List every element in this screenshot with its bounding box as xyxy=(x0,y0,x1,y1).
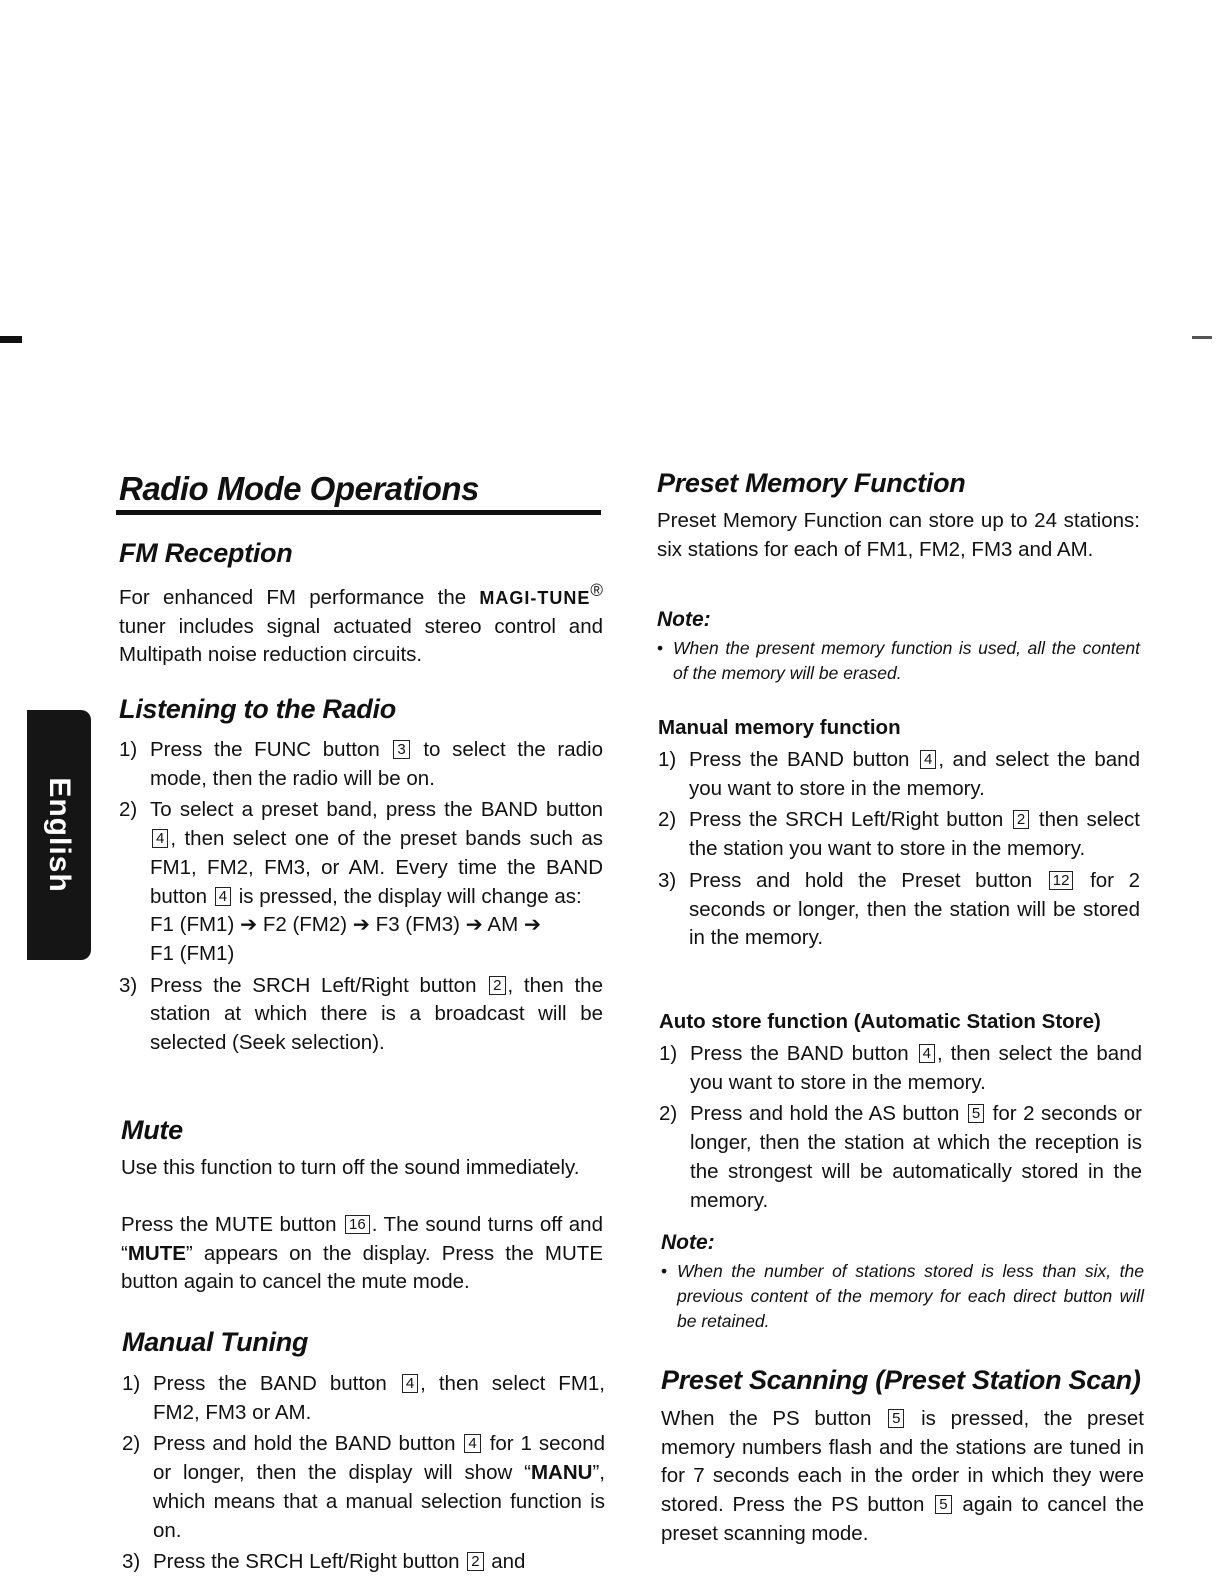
preset-scanning-heading: Preset Scanning (Preset Station Scan) xyxy=(661,1365,1141,1395)
preset-scanning-text xyxy=(661,1405,1144,1549)
step-number: 3) xyxy=(658,868,677,892)
list-item xyxy=(122,1370,605,1427)
band-sequence: F1 (FM1) ➔ F2 (FM2) ➔ F3 (FM3) ➔ AM ➔ xyxy=(150,913,542,937)
step-text: to select the radio mode, then the radio will be on. xyxy=(150,738,603,790)
fm-reception-text xyxy=(119,577,603,670)
step-text: Press and hold the BAND button xyxy=(153,1432,463,1456)
button-ref-16: 16 xyxy=(345,1215,370,1234)
button-ref-4: 4 xyxy=(152,829,168,848)
listening-heading: Listening to the Radio xyxy=(119,694,396,724)
preset-memory-text: Preset Memory Function can store up to 24 stations: six stations for each of FM1, FM2, FM3 and AM. xyxy=(657,509,1140,561)
mute-display-word: MUTE xyxy=(127,1241,186,1265)
button-ref-4: 4 xyxy=(920,750,936,769)
band-sequence-end: F1 (FM1) xyxy=(150,941,235,965)
fm-text-after: tuner includes signal actuated stereo control and Multipath noise reduction circuits. xyxy=(119,614,603,667)
mute-text: ” appears on the display. Press the MUTE button again to cancel the mute mode. xyxy=(121,1241,603,1294)
list-item xyxy=(122,1430,605,1545)
button-ref-2: 2 xyxy=(489,976,505,995)
list-item xyxy=(658,806,1140,863)
button-ref-5: 5 xyxy=(935,1495,951,1514)
manual-tuning-heading: Manual Tuning xyxy=(122,1327,309,1357)
registration-mark-left xyxy=(0,336,22,343)
list-item xyxy=(659,1100,1142,1215)
list-item xyxy=(122,1548,605,1577)
step-text: , then select the band you want to store in the memory. xyxy=(690,1042,1142,1094)
step-text: Press the BAND button xyxy=(690,1042,917,1065)
list-item xyxy=(659,1040,1142,1097)
manual-memory-steps xyxy=(658,746,1140,956)
button-ref-5: 5 xyxy=(968,1104,984,1123)
step-text: , and select the band you want to store in the memory. xyxy=(689,748,1140,800)
title-rule xyxy=(116,510,601,515)
magi-tune-brand: MAGI-TUNE xyxy=(479,587,591,608)
button-ref-4: 4 xyxy=(215,887,231,906)
scan-text: When the PS button xyxy=(661,1407,887,1430)
list-item xyxy=(119,736,603,793)
step-text: for 2 seconds or longer, then the station will be stored in the memory. xyxy=(689,868,1140,950)
mute-text-2 xyxy=(121,1211,603,1297)
manual-memory-heading: Manual memory function xyxy=(658,716,901,739)
registration-mark-right xyxy=(1192,336,1212,339)
scan-text: again to cancel the preset scanning mode. xyxy=(661,1493,1145,1545)
step-number: 1) xyxy=(122,1372,141,1395)
side-tab-label: English xyxy=(43,777,76,893)
list-item xyxy=(658,867,1140,953)
step-text: Press the SRCH Left/Right button xyxy=(150,973,488,997)
mute-text: Press the MUTE button xyxy=(121,1213,344,1236)
step-number: 2) xyxy=(658,808,677,832)
mute-text: . The sound turns off and “ xyxy=(121,1213,603,1265)
button-ref-3: 3 xyxy=(393,740,409,759)
note-item: • When the number of stations stored is less than six, the previous content of the memory for each direct button will be retained. xyxy=(661,1259,1144,1334)
registered-mark: ® xyxy=(590,581,603,600)
button-ref-4: 4 xyxy=(464,1434,480,1453)
button-ref-5: 5 xyxy=(888,1409,904,1428)
step-text: Press the SRCH Left/Right button xyxy=(153,1550,466,1574)
step-text: To select a preset band, press the BAND button xyxy=(150,798,603,822)
list-item xyxy=(119,972,603,1058)
mute-heading: Mute xyxy=(121,1115,183,1145)
manu-display-word: MANU xyxy=(530,1461,593,1485)
auto-store-steps xyxy=(659,1040,1142,1218)
note-label: Note: xyxy=(661,1231,715,1254)
step-text: Press the BAND button xyxy=(153,1372,400,1395)
fm-reception-heading: FM Reception xyxy=(119,538,293,568)
step-number: 2) xyxy=(119,798,138,822)
step-number: 1) xyxy=(119,738,138,761)
button-ref-2: 2 xyxy=(467,1552,483,1571)
step-text: is pressed, the display will change as: xyxy=(233,884,582,908)
step-text: Press and hold the Preset button xyxy=(689,868,1047,892)
language-side-tab xyxy=(27,710,91,960)
listening-steps xyxy=(119,736,603,1061)
step-number: 1) xyxy=(659,1042,678,1065)
step-text: for 1 second or longer, then the display will show “ xyxy=(153,1432,605,1485)
mute-text-1: Use this function to turn off the sound immediately. xyxy=(121,1156,580,1179)
step-number: 1) xyxy=(658,748,677,771)
step-text: and xyxy=(485,1550,526,1574)
step-text: , then select FM1, FM2, FM3 or AM. xyxy=(153,1372,605,1424)
step-text: , then select one of the preset bands such as FM1, FM2, FM3, or AM. Every time the BAND button xyxy=(150,827,603,908)
step-number: 3) xyxy=(119,973,138,997)
preset-memory-heading: Preset Memory Function xyxy=(657,468,966,498)
list-item xyxy=(658,746,1140,803)
step-text: Press the SRCH Left/Right button xyxy=(689,808,1011,832)
step-number: 2) xyxy=(122,1432,141,1456)
button-ref-4: 4 xyxy=(919,1044,935,1063)
step-text: Press the BAND button xyxy=(689,748,918,771)
manual-tuning-steps xyxy=(122,1370,605,1580)
step-text: then select the station you want to store in the memory. xyxy=(689,808,1140,861)
scan-text: is pressed, the preset memory numbers flash and the stations are tuned in for 7 seconds each in the order in which they were stored. Press the PS button xyxy=(661,1407,1144,1517)
auto-store-heading: Auto store function (Automatic Station Store) xyxy=(659,1010,1101,1033)
fm-text-before: For enhanced FM performance the xyxy=(119,585,480,609)
step-text: for 2 seconds or longer, then the station at which the reception is the strongest will be automatically stored in the memory. xyxy=(690,1102,1142,1212)
step-text: ”, which means that a manual selection function is on. xyxy=(153,1461,605,1542)
button-ref-12: 12 xyxy=(1049,871,1074,890)
note-item: • When the present memory function is used, all the content of the memory will be erased. xyxy=(657,636,1140,686)
preset-memory-note xyxy=(657,636,1140,686)
button-ref-2: 2 xyxy=(1013,810,1029,829)
step-text: Press and hold the AS button xyxy=(690,1102,966,1126)
page-title: Radio Mode Operations xyxy=(119,470,479,507)
auto-store-note xyxy=(661,1259,1144,1334)
step-number: 2) xyxy=(659,1102,678,1126)
button-ref-4: 4 xyxy=(402,1374,418,1393)
note-label: Note: xyxy=(657,608,711,631)
step-text: , then the station at which there is a broadcast will be selected (Seek selection). xyxy=(150,973,603,1055)
step-text: Press the FUNC button xyxy=(150,738,392,761)
list-item xyxy=(119,796,603,968)
step-number: 3) xyxy=(122,1550,141,1574)
